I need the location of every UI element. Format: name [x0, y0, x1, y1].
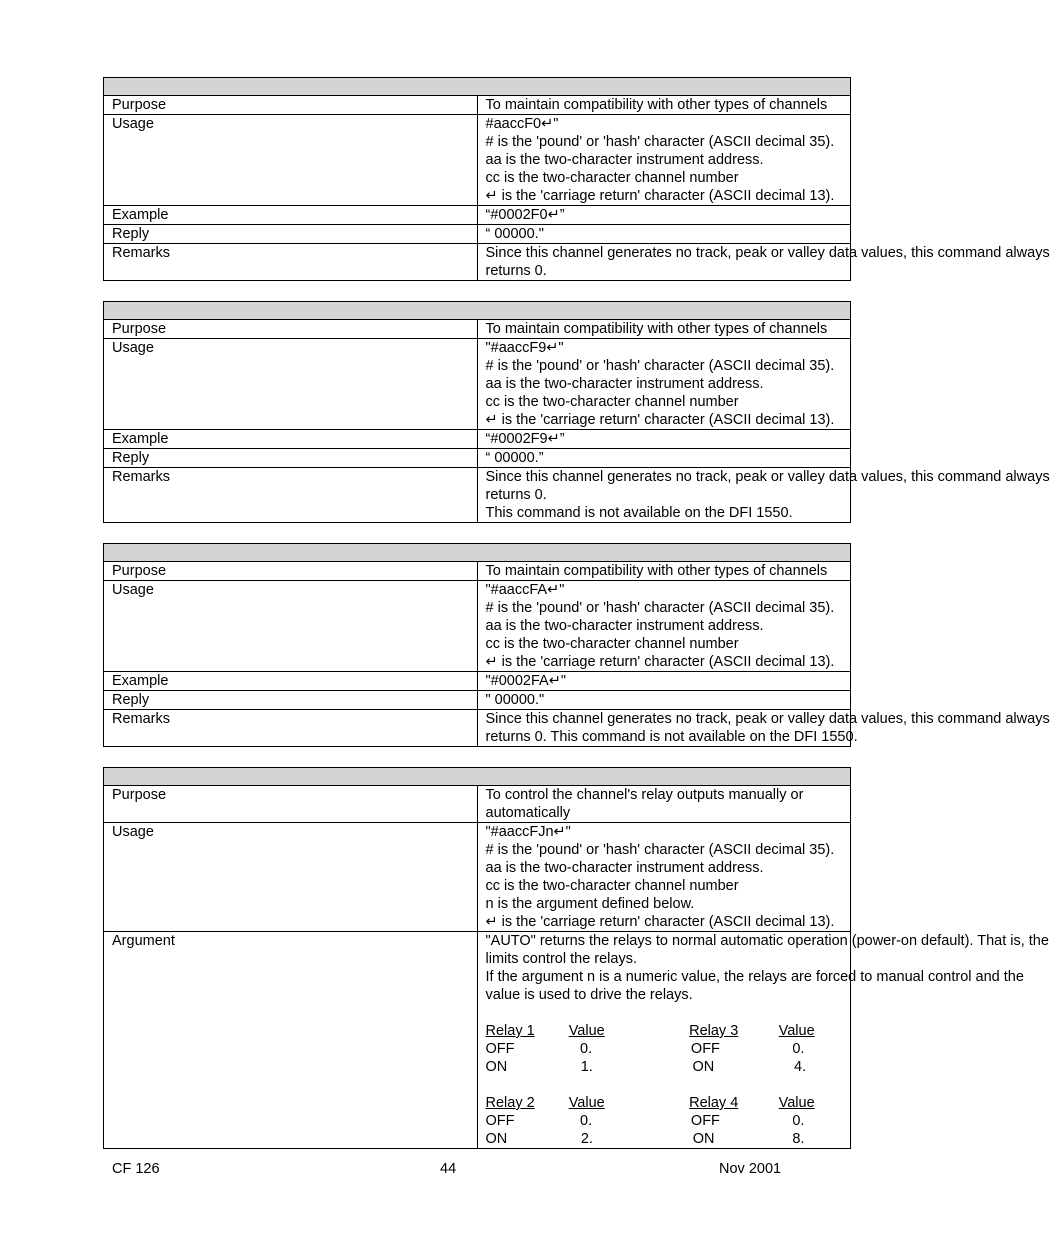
purpose-row	[104, 96, 851, 115]
table-header-bar	[104, 544, 851, 562]
relay-value: 8.	[792, 1131, 805, 1147]
usage-row	[104, 581, 851, 672]
reply-row	[104, 225, 851, 244]
example-text: "#0002FA↵"	[477, 672, 851, 691]
table-header-bar	[104, 768, 851, 786]
value-heading: Value	[778, 1095, 815, 1111]
usage-line: "#aaccFA↵"	[485, 582, 565, 598]
remarks-row	[104, 710, 851, 747]
reply-text: " 00000."	[477, 691, 851, 710]
remarks-line: Since this channel generates no track, peak or valley data values, this command always	[485, 711, 1050, 727]
usage-line: # is the 'pound' or 'hash' character (ASCII decimal 35).	[485, 600, 835, 616]
argument-line: limits control the relays.	[485, 951, 637, 967]
row-label: Example	[104, 206, 478, 225]
relay-name: Relay 1	[485, 1023, 535, 1039]
value-heading: Value	[568, 1095, 605, 1111]
example-row	[104, 206, 851, 225]
usage-line: # is the 'pound' or 'hash' character (ASCII decimal 35).	[485, 134, 835, 150]
row-label: Purpose	[104, 96, 478, 115]
purpose-text: To maintain compatibility with other types of channels	[477, 96, 851, 115]
usage-line: ↵ is the 'carriage return' character (ASCII decimal 13).	[485, 412, 835, 428]
purpose-text: To maintain compatibility with other types of channels	[477, 320, 851, 339]
value-heading: Value	[568, 1023, 605, 1039]
remarks-line: Since this channel generates no track, peak or valley data values, this command always	[485, 469, 1050, 485]
footer-date: Nov 2001	[719, 1161, 782, 1177]
relay-value: 2.	[580, 1131, 593, 1147]
row-label: Usage	[104, 823, 478, 932]
usage-line: ↵ is the 'carriage return' character (ASCII decimal 13).	[485, 654, 835, 670]
usage-line: aa is the two-character instrument address.	[485, 376, 764, 392]
usage-line: #aaccF0↵"	[485, 116, 559, 132]
relay-value: 0.	[580, 1041, 593, 1057]
remarks-text	[477, 468, 1050, 523]
purpose-text: To control the channel's relay outputs manually or automatically	[477, 786, 851, 823]
argument-line: "AUTO" returns the relays to normal automatic operation (power-on default). That is, the	[485, 933, 1049, 949]
usage-line: aa is the two-character instrument address.	[485, 152, 764, 168]
row-label: Usage	[104, 339, 478, 430]
row-label: Usage	[104, 581, 478, 672]
example-text: “#0002F0↵”	[477, 206, 851, 225]
row-label: Remarks	[104, 244, 478, 281]
usage-text	[477, 339, 851, 430]
row-label: Argument	[104, 932, 478, 1149]
relay-state: ON	[485, 1059, 508, 1075]
row-label: Purpose	[104, 320, 478, 339]
relay-state: OFF	[690, 1113, 720, 1129]
example-row	[104, 430, 851, 449]
row-label: Example	[104, 430, 478, 449]
row-label: Reply	[104, 691, 478, 710]
footer-document-id: CF 126	[112, 1161, 160, 1177]
table-header-bar	[104, 78, 851, 96]
relay-state: OFF	[485, 1113, 515, 1129]
usage-line: cc is the two-character channel number	[485, 170, 739, 186]
row-label: Purpose	[104, 562, 478, 581]
remarks-line: This command is not available on the DFI 1550.	[485, 505, 793, 521]
row-label: Purpose	[104, 786, 478, 823]
purpose-row	[104, 320, 851, 339]
usage-line: "#aaccFJn↵"	[485, 824, 571, 840]
relay-name: Relay 2	[485, 1095, 535, 1111]
usage-line: cc is the two-character channel number	[485, 636, 739, 652]
relay-state-row	[486, 1130, 843, 1148]
usage-line: ↵ is the 'carriage return' character (ASCII decimal 13).	[485, 914, 835, 930]
reply-text: “ 00000.”	[477, 449, 851, 468]
usage-line: cc is the two-character channel number	[485, 394, 739, 410]
argument-text	[477, 932, 1049, 1149]
argument-row	[104, 932, 851, 1149]
relay-name: Relay 4	[689, 1095, 739, 1111]
relay-value: 0.	[792, 1041, 805, 1057]
row-label: Reply	[104, 449, 478, 468]
usage-row	[104, 339, 851, 430]
relay-group-1-3	[486, 1022, 843, 1076]
argument-line: If the argument n is a numeric value, the relays are forced to manual control and the	[485, 969, 1024, 985]
reply-row	[104, 691, 851, 710]
relay-state: ON	[485, 1131, 508, 1147]
row-label: Reply	[104, 225, 478, 244]
row-label: Remarks	[104, 468, 478, 523]
command-table-f0	[103, 77, 1050, 281]
row-label: Example	[104, 672, 478, 691]
example-row	[104, 672, 851, 691]
row-label: Remarks	[104, 710, 478, 747]
relay-value: 0.	[792, 1113, 805, 1129]
remarks-line: returns 0.	[485, 487, 547, 503]
relay-state: OFF	[690, 1041, 720, 1057]
remarks-line: returns 0.	[485, 263, 547, 279]
relay-state: OFF	[485, 1041, 515, 1057]
usage-text	[477, 115, 851, 206]
command-table-f9	[103, 301, 1050, 523]
footer-page-number: 44	[440, 1161, 457, 1177]
relay-state-row	[486, 1058, 843, 1076]
relay-state-row	[486, 1040, 843, 1058]
argument-line: value is used to drive the relays.	[485, 987, 693, 1003]
command-table-fa	[103, 543, 1050, 747]
purpose-text: To maintain compatibility with other types of channels	[477, 562, 851, 581]
relay-group-2-4	[486, 1094, 843, 1148]
relay-value: 0.	[580, 1113, 593, 1129]
usage-line: aa is the two-character instrument address.	[485, 860, 764, 876]
remarks-row	[104, 244, 851, 281]
remarks-line: Since this channel generates no track, peak or valley data values, this command always	[485, 245, 1050, 261]
usage-line: cc is the two-character channel number	[485, 878, 739, 894]
remarks-line: returns 0. This command is not available on the DFI 1550.	[485, 729, 858, 745]
table-header-bar	[104, 302, 851, 320]
relay-state-row	[486, 1112, 843, 1130]
relay-group-header	[486, 1022, 843, 1040]
usage-line: # is the 'pound' or 'hash' character (ASCII decimal 35).	[485, 842, 835, 858]
usage-line: n is the argument defined below.	[485, 896, 695, 912]
purpose-row	[104, 562, 851, 581]
reply-row	[104, 449, 851, 468]
relay-value: 4.	[794, 1059, 807, 1075]
usage-text	[477, 823, 851, 932]
command-table-fj	[103, 767, 1049, 1149]
relay-group-header	[486, 1094, 843, 1112]
relay-name: Relay 3	[689, 1023, 739, 1039]
remarks-text	[477, 710, 1050, 747]
remarks-text	[477, 244, 1050, 281]
usage-text	[477, 581, 851, 672]
row-label: Usage	[104, 115, 478, 206]
reply-text: “ 00000."	[477, 225, 851, 244]
relay-state: ON	[692, 1059, 715, 1075]
usage-row	[104, 115, 851, 206]
usage-line: "#aaccF9↵"	[485, 340, 564, 356]
usage-row	[104, 823, 851, 932]
usage-line: # is the 'pound' or 'hash' character (ASCII decimal 35).	[485, 358, 835, 374]
value-heading: Value	[778, 1023, 815, 1039]
usage-line: aa is the two-character instrument address.	[485, 618, 764, 634]
example-text: “#0002F9↵”	[477, 430, 851, 449]
purpose-row	[104, 786, 851, 823]
remarks-row	[104, 468, 851, 523]
relay-value: 1.	[580, 1059, 593, 1075]
relay-state: ON	[692, 1131, 715, 1147]
usage-line: ↵ is the 'carriage return' character (ASCII decimal 13).	[485, 188, 835, 204]
